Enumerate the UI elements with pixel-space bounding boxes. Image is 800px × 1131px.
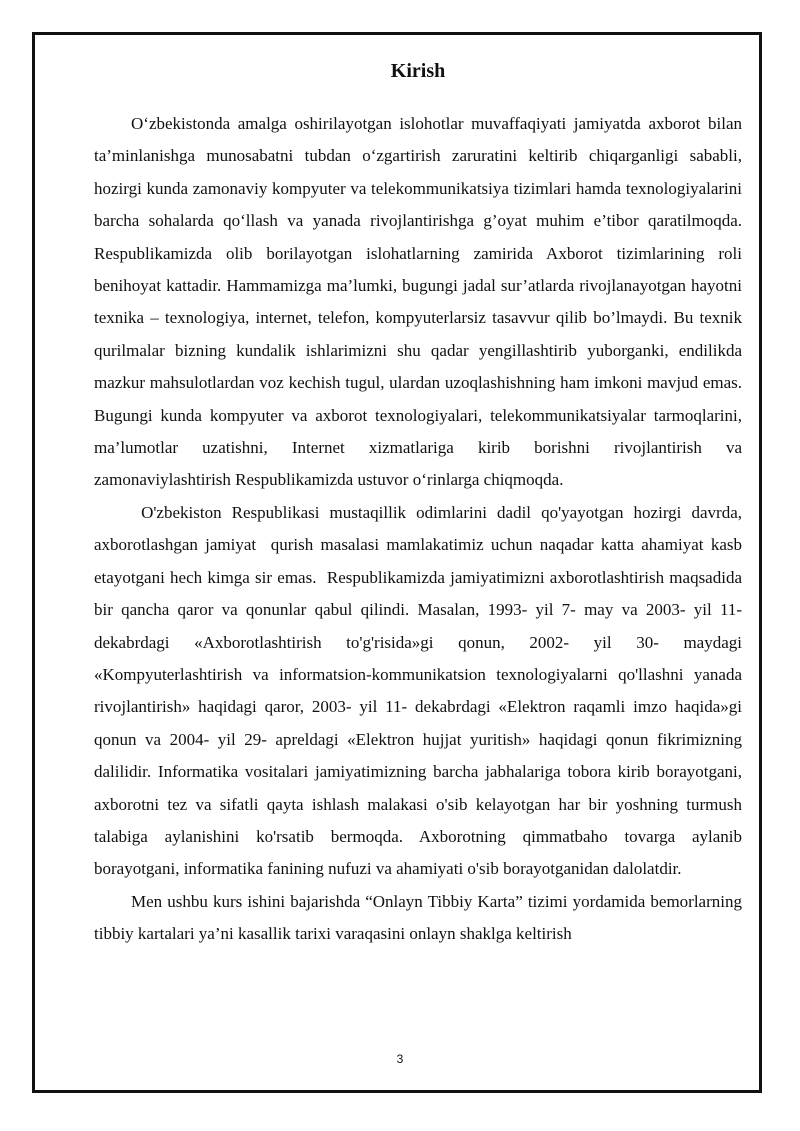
paragraph-2: O'zbekiston Respublikasi mustaqillik odimlarini dadil qo'yayotgan hozirgi davrda, axborotlashgan jamiyat qurish masalasi mamlakatimiz uchun naqadar katta ahamiyat kasb etayotgani hech kimga sir emas. Respublikamizda jamiyatimizni axborotlashtirish maqsadida bir qancha qaror va qonunlar qabul qilindi. Masalan, 1993- yil 7- may va 2003- yil 11- dekabrdagi «Axborotlashtirish to'g'risida»gi qonun, 2002- yil 30- maydagi «Kompyuterlashtirish va informatsion-kommunikatsion texnologiyalarni qo'llashni yanada rivojlantirish» haqidagi qaror, 2003- yil 11- dekabrdagi «Elektron raqamli imzo haqida»gi qonun va 2004- yil 29- apreldagi «Elektron hujjat yuritish» haqidagi qonun fikrimizning dalilidir. Informatika vositalari jamiyatimizning barcha jabhalariga tobora kirib borayotgani, axborotni tez va sifatli qayta ishlash malakasi o'sib kelayotgan har bir yoshning turmush talabiga aylanishini ko'rsatib bermoqda. Axborotning qimmatbaho tovarga aylanib borayotgani, informatika fanining nufuzi va ahamiyati o'sib borayotganidan dalolatdir. <box>94 502 751 879</box>
document-title: Kirish <box>390 60 446 82</box>
document-body <box>94 56 751 951</box>
paragraph-1: O‘zbekistonda amalga oshirilayotgan islohotlar muvaffaqiyati jamiyatda axborot bilan ta’minlanishga munosabatni tubdan o‘zgartirish zaruratini keltirib chiqarganligi sababli, hozirgi kunda zamonaviy kompyuter va telekommunikatsiya tizimlari hamda texnologiyalarini barcha sohalarda qo‘llash va yanada rivojlantirishga g’oyat muhim e’tibor qaratilmoqda. Respublikamizda olib borilayotgan islohatlarning zamirida Axborot tizimlarining roli benihoyat kattadir. Hammamizga ma’lumki, bugungi jadal sur’atlarda rivojlanayotgan hayotni texnika – texnologiya, internet, telefon, kompyuterlarsiz tasavvur qilib bo’lmaydi. Bu texnik qurilmalar bizning kundalik ishlarimizni shu qadar yengillashtirib yuborganki, endilikda mazkur mahsulotlardan voz kechish tugul, ulardan uzoqlashishning ham imkoni mavjud emas. Bugungi kunda kompyuter va axborot texnologiyalari, telekommunikatsiyalar tarmoqlarini, ma’lumotlar uzatishni, Internet xizmatlariga kirib borishni rivojlantirish va zamonaviylashtirish Respublikamizda ustuvor o‘rinlarga chiqmoqda. <box>94 114 742 490</box>
page-number: 3 <box>396 1052 404 1066</box>
paragraph-3: Men ushbu kurs ishini bajarishda “Onlayn Tibbiy Karta” tizimi yordamida bemorlarning tibbiy kartalari ya’ni kasallik tarixi varaqasini onlayn shaklga keltirish <box>94 891 742 944</box>
